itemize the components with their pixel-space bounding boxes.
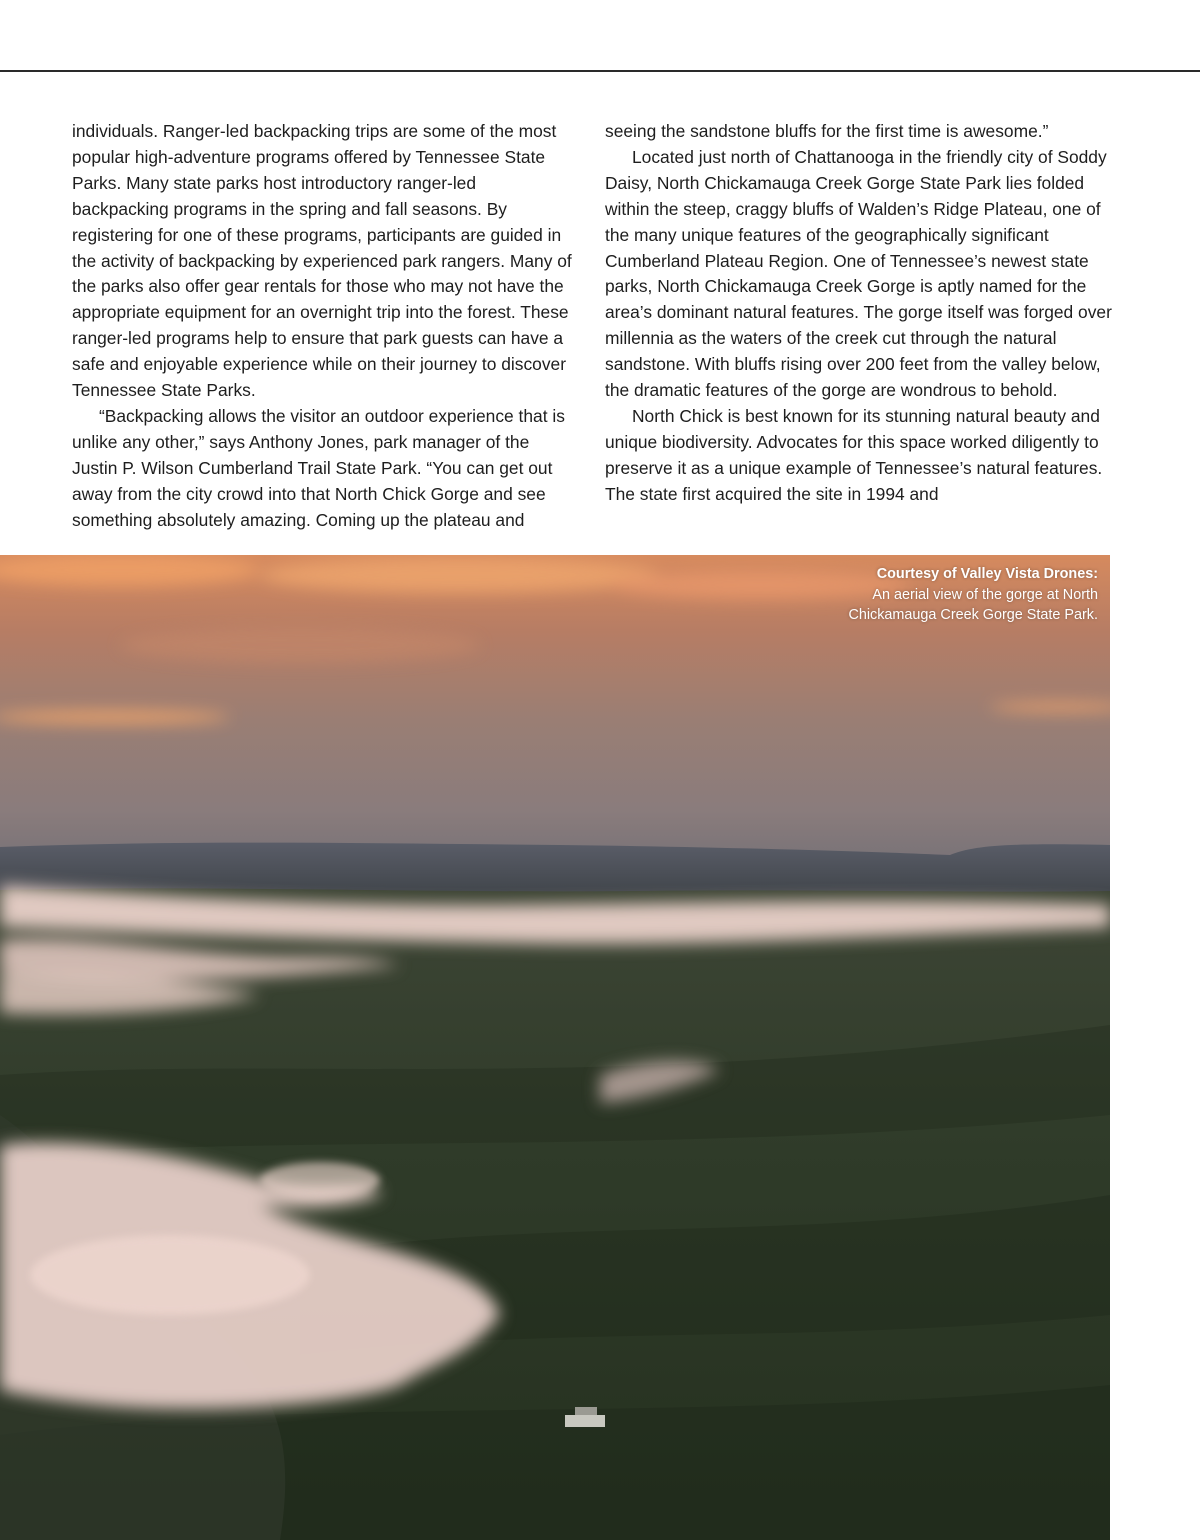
paragraph: North Chick is best known for its stunning natural beauty and unique biodiversity. Advocates for this space worked diligently to preserve it as a unique example of Tennessee’s natural features. The state first acquired the site in 1994 and xyxy=(605,405,1103,504)
paragraph: “Backpacking allows the visitor an outdoor experience that is unlike any other,” says Anthony Jones, park manager of the Justin P. Wilson Cumberland Trail State Park. “You can get out away from the city crowd into that North Chick Gorge and see something absolutely amazing. Coming up the plateau and xyxy=(72,405,565,530)
article-left-column xyxy=(72,119,577,534)
top-rule xyxy=(0,70,1200,72)
photo-credit: Courtesy of Valley Vista Drones: xyxy=(876,566,1098,582)
paragraph: individuals. Ranger-led backpacking trips are some of the most popular high-adventure programs offered by Tennessee State Parks. Many state parks host introductory ranger-led backpacking programs in the spring and fall seasons. By registering for one of these programs, participants are guided in the activity of backpacking by experienced park rangers. Many of the parks also offer gear rentals for those who may not have the appropriate equipment for an overnight trip into the forest. These ranger-led programs help to ensure that park guests can have a safe and enjoyable experience while on their journey to discover Tennessee State Parks. xyxy=(72,121,572,401)
paragraph: seeing the sandstone bluffs for the first time is awesome.” xyxy=(605,121,1049,141)
article-right-column xyxy=(605,119,1115,508)
photo-caption xyxy=(798,564,1098,626)
aerial-landscape-illustration xyxy=(0,555,1110,1540)
photo-description: An aerial view of the gorge at North Chickamauga Creek Gorge State Park. xyxy=(848,586,1098,623)
aerial-gorge-photo xyxy=(0,555,1110,1540)
paragraph: Located just north of Chattanooga in the friendly city of Soddy Daisy, North Chickamauga Creek Gorge State Park lies folded within the steep, craggy bluffs of Walden’s Ridge Plateau, one of the many unique features of the geographically significant Cumberland Plateau Region. One of Tennessee’s newest state parks, North Chickamauga Creek Gorge is aptly named for the area’s dominant natural features. The gorge itself was forged over millennia as the waters of the creek cut through the natural sandstone. With bluffs rising over 200 feet from the valley below, the dramatic features of the gorge are wondrous to behold. xyxy=(605,146,1112,401)
